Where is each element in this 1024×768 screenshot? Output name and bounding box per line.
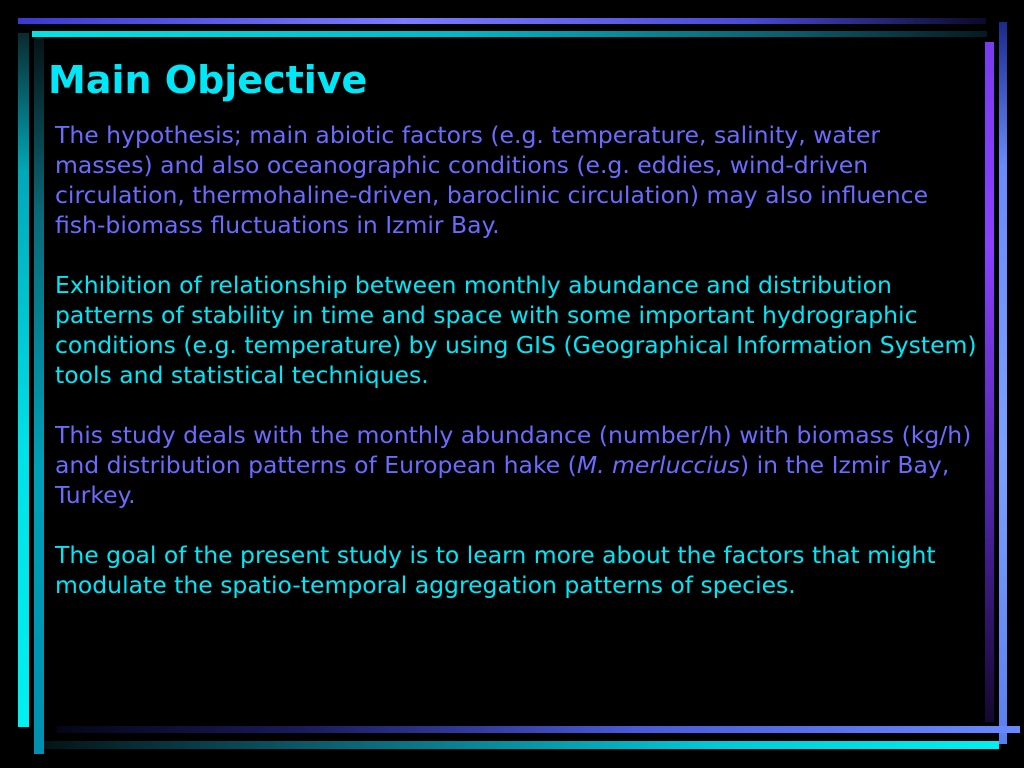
right-outer-border-bar: [999, 22, 1007, 744]
slide-body: [55, 120, 980, 630]
right-inner-border-bar: [985, 42, 994, 722]
species-name: M. merluccius: [576, 451, 740, 479]
bottom-inner-border-bar: [44, 741, 999, 749]
bottom-outer-border-bar: [57, 726, 1020, 733]
paragraph-goal: The goal of the present study is to learn more about the factors that might modulate the spatio-temporal aggregation patterns of species.: [55, 541, 936, 599]
left-inner-border-bar: [34, 38, 44, 754]
top-inner-border-bar: [32, 31, 987, 37]
top-outer-border-bar: [18, 18, 986, 24]
slide-title: Main Objective: [48, 58, 368, 102]
study-text-before: This study deals with the monthly abundance (number/h) with biomass (kg/h) and distribution patterns of European hake (: [55, 421, 972, 479]
paragraph-study: [55, 420, 980, 510]
study-text-after: ) in the Izmir Bay, Turkey.: [55, 451, 950, 509]
left-outer-border-bar: [18, 33, 29, 727]
paragraph-hypothesis: The hypothesis; main abiotic factors (e.g. temperature, salinity, water masses) and also oceanographic conditions (e.g. eddies, wind-driven circulation, thermohaline-driven, baroclinic circulation) may also influence fish-biomass fluctuations in Izmir Bay.: [55, 121, 929, 239]
paragraph-exhibition: Exhibition of relationship between monthly abundance and distribution patterns of stability in time and space with some important hydrographic conditions (e.g. temperature) by using GIS (Geographical Information System) tools and statistical techniques.: [55, 271, 977, 389]
